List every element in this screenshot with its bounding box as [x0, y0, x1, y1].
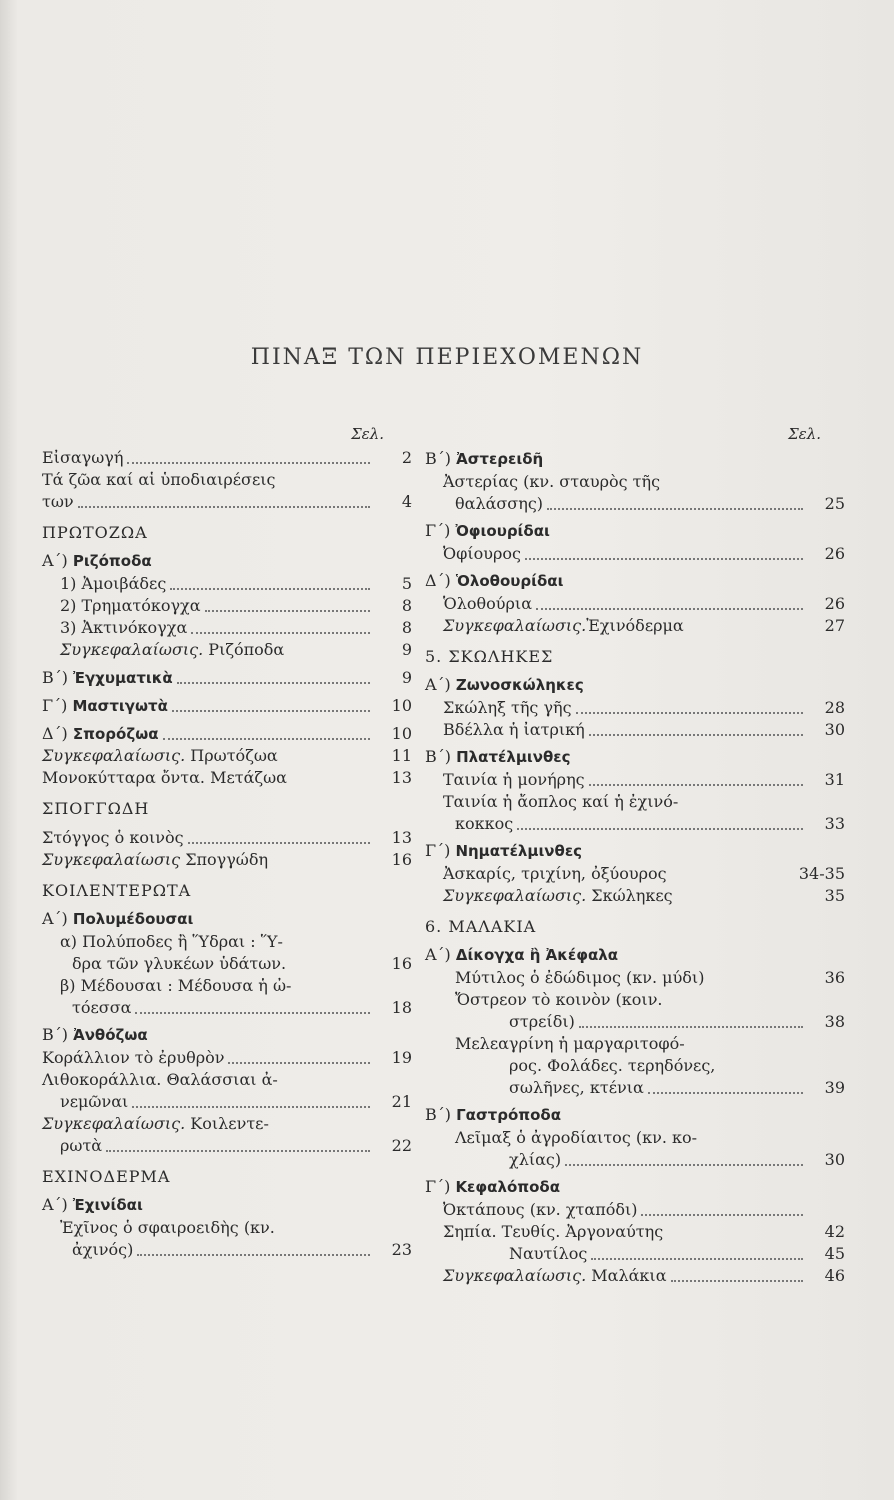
toc-entry[interactable]	[42, 491, 412, 513]
subsection-title: Ἀστερειδῆ	[456, 450, 544, 468]
summary-label: Συγκεφαλαίωσις.	[443, 886, 587, 905]
toc-entry[interactable]	[42, 997, 412, 1019]
entry-text: Ταινία ἡ μονήρης	[443, 770, 585, 789]
subsection-label: Β΄)	[425, 449, 451, 468]
leader-dots	[641, 1214, 803, 1216]
section-heading: 5. ΣΚΩΛΗΚΕΣ	[425, 647, 554, 666]
subsection-heading	[425, 447, 845, 471]
entry-text: Ἐχῖνος ὁ σφαιροειδὴς (κν.	[60, 1218, 275, 1237]
toc-entry[interactable]	[42, 667, 412, 689]
toc-entry[interactable]	[425, 885, 845, 907]
toc-entry[interactable]	[42, 1135, 412, 1157]
subsection-label: Γ΄)	[425, 1177, 451, 1196]
entry-page: 10	[391, 724, 412, 743]
subsection-title: Ἐγχυματικὰ	[73, 669, 173, 687]
entry-page: 21	[391, 1092, 412, 1111]
subsection-heading	[425, 1103, 845, 1127]
leader-dots	[163, 738, 370, 740]
toc-entry[interactable]	[42, 1047, 412, 1069]
entry-page: 26	[824, 594, 845, 613]
entry-page: 8	[401, 596, 412, 615]
entry-page: 30	[824, 1150, 845, 1169]
leader-dots	[576, 712, 803, 714]
toc-entry[interactable]	[42, 953, 412, 975]
entry-text-cont: χλίας)	[509, 1150, 562, 1169]
toc-entry[interactable]	[42, 1091, 412, 1113]
leader-dots	[671, 1280, 803, 1282]
page-column-header: Σελ.	[788, 425, 821, 443]
entry-text: Λεῖμαξ ὁ ἀγροδίαιτος (κν. κο-	[455, 1128, 698, 1147]
toc-entry[interactable]	[42, 745, 412, 767]
entry-page: 23	[391, 1240, 412, 1259]
subsection-title: Νηματέλμινθες	[455, 842, 583, 860]
entry-text-cont: των	[42, 492, 74, 511]
section-heading: ΣΠΟΓΓΩΔΗ	[42, 799, 150, 818]
toc-entry[interactable]	[425, 967, 845, 989]
leader-dots	[579, 1026, 803, 1028]
toc-entry[interactable]	[425, 615, 845, 637]
entry-text: Λιθοκοράλλια. Θαλάσσιαι ἀ-	[42, 1070, 278, 1089]
subsection-title: Ὀφιουρίδαι	[455, 522, 550, 540]
entry-text: Σπογγώδη	[185, 850, 269, 869]
leader-dots	[170, 588, 370, 590]
leader-dots	[517, 828, 803, 830]
entry-text: Ναυτίλος	[509, 1244, 588, 1263]
leader-dots	[547, 508, 803, 510]
subsection-label: Α΄)	[42, 551, 68, 570]
entry-text: Πρωτόζωα	[190, 746, 278, 765]
subsection-title: Πλατέλμινθες	[456, 748, 571, 766]
entry-text-cont: κοκκος	[455, 814, 514, 833]
entry-text: α) Πολύποδες ἢ Ὕδραι : Ὕ-	[60, 932, 283, 951]
right-column	[425, 425, 845, 1287]
entry-page: 45	[824, 1244, 845, 1263]
entry-text: Ἐχινόδερμα	[586, 616, 684, 635]
toc-entry[interactable]	[425, 1149, 845, 1171]
entry-text: Ταινία ἡ ἄοπλος καί ἡ ἐχινό-	[443, 792, 679, 811]
entry-page: 31	[824, 770, 845, 789]
summary-label: Συγκεφαλαίωσις.	[60, 640, 204, 659]
entry-text: Ὀκτάπους (κν. χταπόδι)	[443, 1200, 638, 1219]
subsection-title: Γαστρόποδα	[456, 1106, 562, 1124]
entry-text: β) Μέδουσαι : Μέδουσα ἡ ὠ-	[60, 976, 292, 995]
leader-dots	[536, 608, 803, 610]
subsection-heading	[425, 519, 845, 543]
toc-entry[interactable]	[42, 447, 412, 469]
leader-dots	[135, 1012, 370, 1014]
toc-entry[interactable]	[425, 493, 845, 515]
subsection-title: Πολυμέδουσαι	[72, 910, 194, 928]
leader-dots	[132, 1106, 370, 1108]
leader-dots	[648, 1092, 803, 1094]
entry-page: 19	[391, 1048, 412, 1067]
toc-entry[interactable]	[425, 1199, 845, 1221]
entry-page: 11	[391, 746, 412, 765]
entry-page: 25	[824, 494, 845, 513]
leader-dots	[172, 710, 370, 712]
page-title: ΠΙΝΑΞ ΤΩΝ ΠΕΡΙΕΧΟΜΕΝΩΝ	[250, 345, 644, 370]
summary-label: Συγκεφαλαίωσις.	[42, 746, 186, 765]
subsection-label: Β΄)	[425, 1105, 451, 1124]
entry-text: Τά ζῶα καί αἱ ὑποδιαιρέσεις	[42, 470, 276, 489]
entry-page: 22	[391, 1136, 412, 1155]
subsection-heading	[425, 673, 845, 697]
subsection-label: Β΄)	[425, 747, 451, 766]
subsection-title: Ἐχινίδαι	[72, 1196, 143, 1214]
toc-entry[interactable]	[42, 849, 412, 871]
entry-page: 4	[401, 492, 412, 511]
toc-entry[interactable]	[425, 1221, 845, 1243]
entry-page: 35	[824, 886, 845, 905]
subsection-label: Α΄)	[42, 909, 68, 928]
subsection-title: Ζωνοσκώληκες	[455, 676, 584, 694]
entry-text: Σκώληξ τῆς γῆς	[443, 698, 572, 717]
subsection-label: Γ΄)	[425, 841, 451, 860]
entry-page: 39	[824, 1078, 845, 1097]
entry-text: Βδέλλα ἡ ἰατρική	[443, 720, 585, 739]
entry-page: 33	[824, 814, 845, 833]
entry-text: Κοράλλιον τὸ ἐρυθρὸν	[42, 1048, 225, 1067]
leader-dots	[205, 610, 370, 612]
summary-label: Συγκεφαλαίωσις.	[42, 1114, 186, 1133]
subsection-title: Ἀνθόζωα	[73, 1026, 148, 1044]
entry-text: 2) Τρηματόκογχα	[60, 596, 201, 615]
entry-page: 13	[391, 768, 412, 787]
leader-dots	[106, 1150, 370, 1152]
entry-text-cont: σωλῆνες, κτένια	[509, 1078, 644, 1097]
toc-entry[interactable]	[425, 863, 845, 885]
entry-text: Μαλάκια	[591, 1266, 667, 1285]
subsection-title: Σπορόζωα	[72, 725, 159, 743]
toc-entry[interactable]	[42, 767, 412, 789]
subsection-heading	[42, 1193, 412, 1217]
subsection-heading	[42, 907, 412, 931]
entry-text: Ἀστερίας (κν. σταυρὸς τῆς	[443, 472, 661, 491]
subsection-label: Α΄)	[425, 945, 451, 964]
entry-text: Μελεαγρίνη ἡ μαργαριτοφό-	[455, 1034, 685, 1053]
entry-page: 18	[391, 998, 412, 1017]
subsection-label: Α΄)	[425, 675, 451, 694]
toc-entry[interactable]	[425, 543, 845, 565]
entry-text-cont: στρείδι)	[509, 1012, 575, 1031]
entry-text: Σκώληκες	[591, 886, 673, 905]
entry-text: Ἀσκαρίς, τριχίνη, ὀξύουρος	[443, 864, 667, 883]
subsection-heading	[425, 839, 845, 863]
leader-dots	[565, 1164, 803, 1166]
subsection-title: Ὁλοθουρίδαι	[455, 572, 564, 590]
subsection-title: Κεφαλόποδα	[455, 1178, 561, 1196]
toc-entry[interactable]	[425, 1011, 845, 1033]
subsection-title: Δίκογχα ἢ Ἀκέφαλα	[455, 946, 619, 964]
entry-page: 9	[401, 668, 412, 687]
leader-dots	[127, 462, 370, 464]
entry-page: 26	[824, 544, 845, 563]
entry-page: 34-35	[798, 864, 845, 883]
subsection-heading	[42, 549, 412, 573]
entry-text: 1) Ἀμοιβάδες	[60, 574, 167, 593]
leader-dots	[137, 1254, 370, 1256]
summary-label: Συγκεφαλαίωσις.	[443, 616, 587, 635]
entry-text-cont: νεμῶναι	[60, 1092, 129, 1111]
entry-text: Στόγγος ὁ κοινὸς	[42, 828, 184, 847]
subsection-label: Β΄)	[42, 1025, 68, 1044]
entry-text-cont: θαλάσσης)	[455, 494, 544, 513]
left-column	[42, 425, 412, 1261]
subsection-label: Α΄)	[42, 1195, 68, 1214]
entry-text: Ριζόποδα	[208, 640, 285, 659]
summary-label: Συγκεφαλαίωσις	[42, 850, 181, 869]
entry-text: Μύτιλος ὁ ἐδώδιμος (κν. μύδι)	[455, 968, 705, 987]
entry-page: 9	[401, 640, 412, 659]
subsection-label: Γ΄)	[425, 521, 451, 540]
entry-text-cont: δρα τῶν γλυκέων ὑδάτων.	[72, 954, 287, 973]
section-heading: ΠΡΩΤΟΖΩΑ	[42, 523, 148, 542]
entry-text: Σηπία. Τευθίς. Ἀργοναύτης	[443, 1222, 664, 1241]
toc-entry[interactable]	[42, 595, 412, 617]
entry-text: Κοιλεντε-	[190, 1114, 269, 1133]
toc-entry[interactable]	[425, 697, 845, 719]
toc-entry[interactable]	[425, 769, 845, 791]
entry-text-cont: ἀχινός)	[72, 1240, 134, 1259]
toc-entry[interactable]	[42, 827, 412, 849]
toc-entry[interactable]	[42, 1239, 412, 1261]
entry-page: 42	[824, 1222, 845, 1241]
entry-page: 27	[824, 616, 845, 635]
leader-dots	[591, 1258, 803, 1260]
entry-page: 46	[824, 1266, 845, 1285]
subsection-label: Β΄)	[42, 668, 68, 687]
entry-text: Εἰσαγωγή	[42, 448, 124, 467]
leader-dots	[589, 734, 803, 736]
entry-page: 38	[824, 1012, 845, 1031]
entry-page: 30	[824, 720, 845, 739]
entry-text: 3) Ἀκτινόκογχα	[60, 618, 188, 637]
leader-dots	[191, 632, 370, 634]
entry-text: Ὄστρεον τὸ κοινὸν (κοιν.	[455, 990, 663, 1009]
toc-entry[interactable]	[42, 639, 412, 661]
entry-page: 16	[391, 954, 412, 973]
entry-text-cont: τόεσσα	[72, 998, 132, 1017]
toc-entry[interactable]	[42, 573, 412, 595]
subsection-label: Δ΄)	[42, 724, 68, 743]
subsection-title: Μαστιγωτὰ	[72, 697, 168, 715]
subsection-heading	[425, 569, 845, 593]
entry-page: 28	[824, 698, 845, 717]
toc-entry[interactable]	[425, 719, 845, 741]
entry-page: 36	[824, 968, 845, 987]
section-heading: ΕΧΙΝΟΔΕΡΜΑ	[42, 1167, 171, 1186]
entry-text: Ὀφίουρος	[443, 544, 521, 563]
subsection-heading	[42, 1023, 412, 1047]
entry-page: 2	[401, 448, 412, 467]
leader-dots	[78, 506, 370, 508]
toc-entry[interactable]	[42, 617, 412, 639]
toc-entry[interactable]	[425, 813, 845, 835]
page-column-header: Σελ.	[351, 425, 384, 443]
toc-entry[interactable]	[42, 723, 412, 745]
toc-entry[interactable]	[425, 1243, 845, 1265]
summary-label: Συγκεφαλαίωσις.	[443, 1266, 587, 1285]
subsection-label: Γ΄)	[42, 696, 68, 715]
toc-entry[interactable]	[425, 1265, 845, 1287]
subsection-heading	[425, 943, 845, 967]
entry-text: Μονοκύτταρα ὄντα. Μετάζωα	[42, 768, 287, 787]
leader-dots	[188, 842, 370, 844]
entry-text: Ὁλοθούρια	[443, 594, 532, 613]
leader-dots	[589, 784, 803, 786]
entry-text-cont: ρος. Φολάδες. τερηδόνες,	[509, 1056, 716, 1075]
leader-dots	[177, 682, 370, 684]
leader-dots	[228, 1062, 370, 1064]
section-heading: 6. ΜΑΛΑΚΙΑ	[425, 917, 537, 936]
leader-dots	[525, 558, 803, 560]
subsection-heading	[425, 745, 845, 769]
subsection-title: Ριζόποδα	[72, 552, 152, 570]
entry-text-cont: ρωτὰ	[60, 1136, 103, 1155]
toc-entry[interactable]	[425, 1077, 845, 1099]
entry-page: 10	[391, 696, 412, 715]
subsection-heading	[425, 1175, 845, 1199]
toc-entry[interactable]	[42, 695, 412, 717]
subsection-label: Δ΄)	[425, 571, 451, 590]
toc-entry[interactable]	[425, 593, 845, 615]
entry-page: 5	[401, 574, 412, 593]
entry-page: 13	[391, 828, 412, 847]
section-heading: ΚΟΙΛΕΝΤΕΡΩΤΑ	[42, 881, 192, 900]
entry-page: 16	[391, 850, 412, 869]
entry-page: 8	[401, 618, 412, 637]
